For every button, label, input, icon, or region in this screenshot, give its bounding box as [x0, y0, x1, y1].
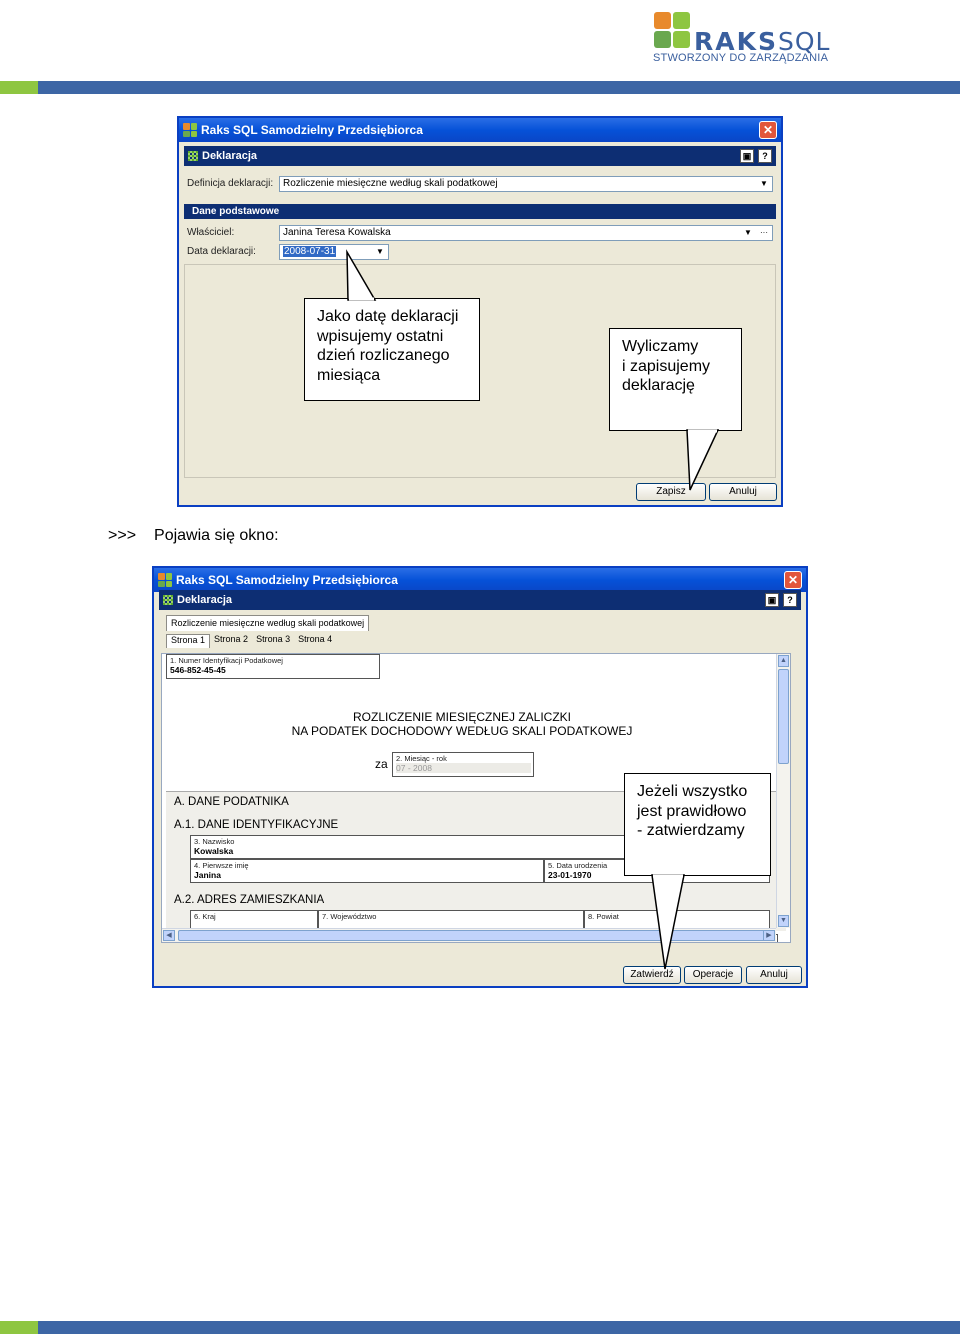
callout-line: deklarację [622, 377, 695, 394]
logo-square-green-2 [654, 31, 671, 48]
app-icon [183, 123, 197, 137]
surname-value: Kowalska [194, 846, 234, 856]
nip-value: 546-852-45-45 [170, 665, 226, 675]
confirm-button[interactable]: Zatwierdź [623, 966, 681, 984]
close-button[interactable]: ✕ [759, 121, 777, 139]
chevron-down-icon[interactable]: ▼ [760, 179, 768, 188]
form-heading [162, 710, 762, 738]
firstname-label: 4. Pierwsze imię [194, 861, 249, 870]
form-title: Deklaracja [177, 594, 233, 606]
callout-date-hint [304, 298, 480, 401]
definition-value: Rozliczenie miesięczne według skali podatkowej [283, 178, 498, 189]
firstname-value: Janina [194, 870, 221, 880]
outer-tab[interactable]: Rozliczenie miesięczne według skali podatkowej [166, 615, 369, 631]
callout-line: Wyliczamy [622, 338, 699, 355]
prompt-symbol: >>> [108, 527, 137, 544]
logo-square-orange [654, 12, 671, 29]
scroll-up-icon[interactable]: ▲ [778, 655, 789, 667]
heading-line: ROZLICZENIE MIESIĘCZNEJ ZALICZKI [352, 710, 572, 724]
grid-icon [188, 151, 198, 161]
scroll-right-icon[interactable]: ▶ [763, 930, 775, 941]
window-titlebar [154, 568, 806, 592]
date-label: Data deklaracji: [187, 246, 256, 257]
restore-icon[interactable]: ▣ [740, 149, 754, 163]
tab-page-4[interactable]: Strona 4 [298, 634, 333, 644]
logo-brand-name: RAKSSQL [694, 27, 831, 56]
date-value: 2008-07-31 [284, 246, 336, 257]
window-title: Raks SQL Samodzielny Przedsiębiorca [201, 123, 423, 137]
restore-icon[interactable]: ▣ [765, 593, 779, 607]
page-tabs [166, 634, 336, 648]
province-label: 7. Województwo [322, 912, 377, 921]
period-label: 2. Miesiąc - rok [396, 754, 447, 763]
callout-pointer [680, 428, 730, 494]
form-header [159, 590, 801, 610]
app-icon [158, 573, 172, 587]
form-header [184, 146, 776, 166]
tab-page-1[interactable]: Strona 1 [166, 634, 210, 648]
section-a2-title: A.2. ADRES ZAMIESZKANIA [174, 894, 325, 906]
heading-line: NA PODATEK DOCHODOWY WEDŁUG SKALI PODATKOWEJ [291, 724, 633, 738]
callout-line: - zatwierdzamy [637, 822, 745, 839]
scroll-thumb[interactable] [778, 669, 789, 764]
callout-line: Jeżeli wszystko [637, 783, 748, 800]
callout-line: miesiąca [317, 366, 381, 384]
more-icon[interactable]: ··· [760, 228, 768, 237]
tab-page-2[interactable]: Strona 2 [214, 634, 249, 644]
callout-pointer [330, 250, 390, 302]
help-icon[interactable]: ? [783, 593, 797, 607]
definition-label: Definicja deklaracji: [187, 178, 274, 189]
firstname-field[interactable] [190, 859, 544, 883]
cancel-button[interactable]: Anuluj [746, 966, 802, 984]
close-button[interactable]: ✕ [784, 571, 802, 589]
save-button[interactable]: Zapisz [636, 483, 706, 501]
scroll-left-icon[interactable]: ◀ [163, 930, 175, 941]
section-a-title: A. DANE PODATNIKA [174, 796, 289, 808]
help-icon[interactable]: ? [758, 149, 772, 163]
header-band [0, 81, 960, 94]
vertical-scrollbar[interactable] [776, 654, 790, 928]
callout-line: dzień rozliczanego [317, 347, 450, 364]
period-field[interactable] [392, 752, 534, 777]
instruction-text [108, 527, 279, 545]
definition-select[interactable] [279, 176, 773, 192]
operations-button[interactable]: Operacje [684, 966, 742, 984]
owner-value: Janina Teresa Kowalska [283, 227, 391, 238]
period-value: 07 - 2008 [396, 763, 531, 773]
county-label: 8. Powiat [588, 912, 619, 921]
window-titlebar [179, 118, 781, 142]
chevron-down-icon[interactable]: ▼ [376, 247, 384, 256]
tab-page-3[interactable]: Strona 3 [256, 634, 291, 644]
callout-confirm-hint [624, 773, 771, 876]
callout-line: Jako datę deklaracji [317, 308, 459, 325]
owner-label: Właściciel: [187, 227, 235, 238]
nip-label: 1. Numer Identyfikacji Podatkowej [170, 656, 283, 665]
callout-line: i zapisujemy [622, 357, 711, 375]
prompt-text: Pojawia się okno: [154, 527, 279, 544]
country-label: 6. Kraj [194, 912, 216, 921]
window-title: Raks SQL Samodzielny Przedsiębiorca [176, 573, 398, 587]
logo-square-green-3 [673, 31, 690, 48]
grid-icon [163, 595, 173, 605]
section-a1-title: A.1. DANE IDENTYFIKACYJNE [174, 819, 339, 831]
period-prefix: za [375, 757, 388, 771]
chevron-down-icon[interactable]: ▼ [744, 228, 752, 237]
raks-sql-logo [652, 10, 867, 65]
basic-data-panel-header: Dane podstawowe [184, 204, 776, 219]
surname-label: 3. Nazwisko [194, 837, 235, 846]
callout-line: wpisujemy ostatni [317, 327, 444, 345]
nip-field[interactable] [166, 654, 380, 679]
logo-tagline: STWORZONY DO ZARZĄDZANIA [653, 52, 829, 64]
callout-line: jest prawidłowo [637, 802, 747, 820]
footer-band [0, 1321, 960, 1334]
cancel-button[interactable]: Anuluj [709, 483, 777, 501]
owner-select[interactable] [279, 225, 773, 241]
logo-square-green-1 [673, 12, 690, 29]
form-title: Deklaracja [202, 150, 258, 162]
birth-date-label: 5. Data urodzenia [548, 861, 608, 870]
callout-pointer [640, 873, 690, 973]
birth-date-value: 23-01-1970 [548, 870, 592, 880]
scroll-down-icon[interactable]: ▼ [778, 915, 789, 927]
callout-save-hint [609, 328, 742, 431]
